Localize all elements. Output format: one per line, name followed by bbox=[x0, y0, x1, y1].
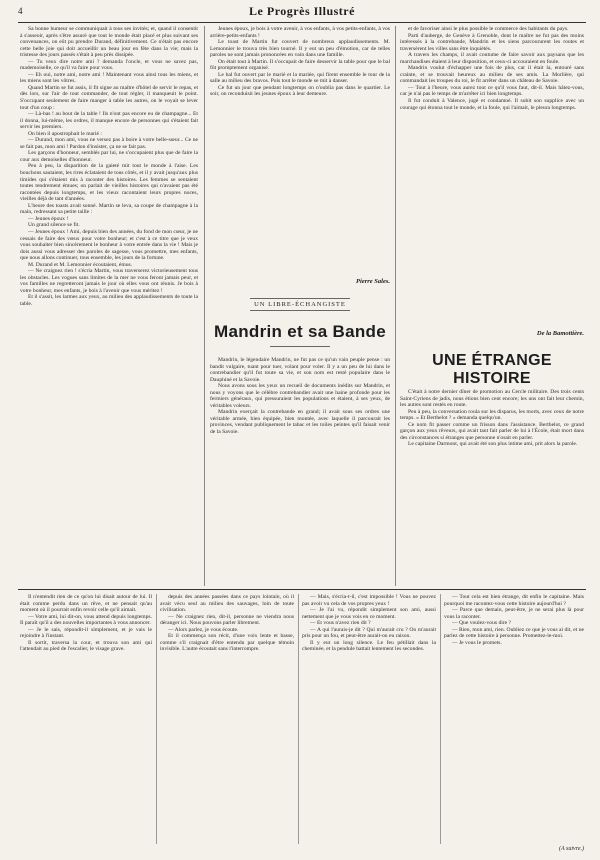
masthead: Le Progrès Illustré bbox=[249, 4, 355, 18]
paragraph: — Je l'ai vu, répondit simplement son ami, aussi nettement que je vous vois en ce moment. bbox=[302, 607, 436, 620]
paragraph: — Rien, mon ami, rien. Oubliez ce que je vous ai dit, et ne parlez de cette histoire à personne. Promettez-le-moi. bbox=[444, 626, 584, 640]
paragraph: depuis des années passées dans ce pays lointain, où il avait vécu seul au milieu des sauvages, loin de toute civilisation. bbox=[160, 594, 294, 614]
paragraph: — Tout à l'heure, vous aurez tout ce qu'il vous faut, dit-il. Mais hâtez-vous, car je n'ai pas le temps de m'arrêter ici bien longtemps. bbox=[400, 84, 584, 98]
article-title: UNE ÉTRANGE HISTOIRE bbox=[432, 352, 552, 387]
paragraph: Nous avons sous les yeux un recueil de documents inédits sur Mandrin, et nous y voyons que le célèbre contrebandier avait une haine profonde pour les fermiers généraux, qui pressuraient les populations et étaient, à ses yeux, de véritables voleurs. bbox=[210, 383, 390, 409]
paragraph: A travers les champs, il avait coutume de faire savoir aux paysans que les marchandises étaient à leur disposition, et ceux-ci accouraient en foule. bbox=[400, 52, 584, 65]
paragraph: Ce nom fit passer comme un frisson dans l'assistance. Berthelot, ce grand garçon aux yeux rêveurs, qui avait tant fait parler de lui à l'École, était mort dans des circonstances si étranges que personne n'osait en parler. bbox=[400, 421, 584, 441]
paragraph: — Tout cela est bien étrange, dit enfin le capitaine. Mais pourquoi me racontez-vous cette histoire aujourd'hui ? bbox=[444, 594, 584, 607]
paragraph: Et il commença son récit, d'une voix lente et basse, comme s'il craignait d'être entendu par quelque témoin invisible. L'autre écoutait sans l'interrompre. bbox=[160, 633, 294, 653]
page-header bbox=[18, 4, 586, 22]
paragraph: Peu à peu, la disparition de la gaieté mit tout le monde à l'aise. Les bouchons sautaient, les rires éclataient de tous côtés, et il y avait jusqu'aux plus timides qui s'étaient mis à raconter des histoires. Les femmes se sentaient toutes tendrement émues; on parlait de vieilles histoires qui n'avaient pas été racontées depuis longtemps, et les vieux racontaient leurs propres noces, vieilles déjà de tant d'années. bbox=[20, 163, 198, 203]
section-rubric: UN LIBRE-ÉCHANGISTE bbox=[210, 296, 390, 313]
paragraph: — Jeunes époux ! bbox=[28, 215, 69, 222]
paragraph: — Je vous le promets. bbox=[452, 639, 502, 646]
paragraph: Mandrin voulut d'échapper une fois de plus, car il était la, entouré sans crainte, et se trouvait heureux au milieu de ses amis. La Morlière, qui commandait les troupes du roi, le fit arrêter dans un château de Savoie. bbox=[400, 65, 584, 85]
column-rule bbox=[204, 26, 205, 586]
paragraph: Il y eut un long silence. Le feu pétillait dans la cheminée, et la pendule battait lentement les secondes. bbox=[302, 639, 436, 653]
paragraph: Mandrin, le légendaire Mandrin, ne fut pas ce qu'un vain peuple pense : un bandit vulgaire, tuant pour tuer, volant pour voler. Il y a un peu de lui dans le contrebandier qu'il fut toute sa vie, et son nom est resté populaire dans le Dauphiné et la Savoie. bbox=[210, 357, 390, 383]
paragraph: — Alors parlez, je vous écoute. bbox=[168, 626, 239, 633]
paragraph: Quand Martin se fut assis, il fit signe au maître d'hôtel de servir le repas, et dès lors, sur l'air de tout commander, de tout régler, il manqueuit le point. S'occupant seulement de faire manger à table les autres, on le voyait se lever tout d'un coup : bbox=[20, 84, 198, 111]
paragraph: Il fut conduit à Valence, jugé et condamné. Il subit son supplice avec un courage qui étonna tout le monde, et la foule, qui l'aimait, le pleura longtemps. bbox=[400, 98, 584, 111]
paragraph: Le toast de Martin fut couvert de nombreux applaudissements. M. Lemonnier le trouva très bien tourné. Il y eut un peu d'émotion, car de telles paroles ne sont jamais prononcées en vain dans une famille. bbox=[210, 39, 390, 59]
column-rule bbox=[395, 26, 396, 586]
column-3 bbox=[400, 26, 584, 326]
paragraph: — Durand, mon ami, vous ne versez pas à boire à votre belle-sœur... Ce ne se fait pas, mon ami ! Pardon d'insister, ça ne se fait pas. bbox=[20, 137, 198, 150]
paragraph: Le bal fut ouvert par le marié et la mariée, qui firent ensemble le tour de la salle au milieu des bravos. Puis tout le monde se mit à danser. bbox=[210, 71, 390, 85]
paragraph: — Là-bas ! au bout de la table ! Ils n'ont pas encore eu de champagne... Et il donna, lui-même, les ordres, il manque encore de personnes qui s'étaient fait servir les premiers. bbox=[20, 111, 198, 131]
paragraph: Parti d'auberge, de Genève à Grenoble, dont le maître ne fut pas des moins intéressés à la contrebande, Mandrin et les siens parcoururent les routes et traversèrent les villes sans être inquiétés. bbox=[400, 32, 584, 52]
article-signature: Pierre Sales. bbox=[356, 278, 390, 285]
feuilleton-column-3 bbox=[302, 594, 436, 844]
paragraph: — Votre ami, lui dit-on, vous attend depuis longtemps. Il paraît qu'il a des nouvelles importantes à vous annoncer. bbox=[20, 613, 152, 627]
column-1 bbox=[20, 26, 198, 586]
paragraph: Un grand silence se fit. bbox=[28, 222, 80, 229]
paragraph: On était tout à Martin. Il s'occupait de faire desservir la table pour que le bal fût promptement organisé. bbox=[210, 58, 390, 72]
paragraph: — Et vous n'avez rien dit ? bbox=[310, 620, 371, 627]
paragraph: — Jeunes époux ! Ami, depuis bien des années, du fond de mon cœur, je ne cessais de faire des vœux pour votre bonheur; et c'est à ce titre que je veux vous souhaiter bien sincèrement le bonheur à votre entrée dans la vie ! Mais je dois aussi vous adresser des paroles de sagesse, vous promettre, mes enfants, que nous allons continuer, tous ensemble, les jours de la fortune. bbox=[20, 228, 198, 262]
paragraph: — Parce que demain, peut-être, je ne serai plus là pour vous la raconter. bbox=[444, 607, 584, 620]
paragraph: Jeunes époux, je bois à votre avenir, à vos enfants, à vos petits-enfants, à vos arrière-petits-enfants ! bbox=[210, 26, 390, 39]
article-signature: De la Bamottière. bbox=[536, 330, 584, 337]
paragraph: — Ne craignez rien, dit-il, personne ne viendra nous déranger ici. Nous pouvons parler librement. bbox=[160, 613, 294, 627]
paragraph: L'heure des toasts avait sonné. Martin se leva, sa coupe de champagne à la main, redressant sa petite taille : bbox=[20, 202, 198, 216]
paragraph: — Tu veux dire notre ami ? demanda l'oncle, et vous ne savez pas, mademoiselle, ce qu'il va faire pour vous. bbox=[20, 58, 198, 72]
paragraph: — Je le sais, répondit-il simplement, et je vais le rejoindre à l'instant. bbox=[20, 626, 152, 640]
article-title: Mandrin et sa Bande bbox=[214, 322, 386, 341]
paragraph: M. Durand et M. Lemonnier écoutaient, émus. bbox=[28, 261, 133, 268]
paragraph: Il n'entendit rien de ce qu'on lui disait autour de lui. Il était comme perdu dans un rêve, et ne pensait qu'au moment où il pourrait enfin revoir celle qu'il aimait. bbox=[20, 594, 152, 614]
column-2-lower bbox=[210, 357, 390, 586]
paragraph: — Que voulez-vous dire ? bbox=[452, 620, 512, 627]
paragraph: et de favoriser ainsi le plus possible le commerce des habitants du pays. bbox=[408, 26, 569, 32]
paragraph: Et il s'assit, les larmes aux yeux, au milieu des applaudissements de toute la table. bbox=[20, 294, 198, 307]
paragraph: Mandrin exerçait la contrebande en grand; il avait sous ses ordres une véritable armée, bien équipée, bien montée, avec laquelle il parcourait les provinces, vendant publiquement le tabac et les toiles peintes qu'il faisait venir de la Savoie. bbox=[210, 409, 390, 436]
paragraph: Le capitaine Darmont, qui avait été son plus intime ami, prit alors la parole. bbox=[408, 441, 578, 448]
paragraph: Il sortit, traversa la cour, et trouva son ami qui l'attendait au pied de l'escalier, le visage grave. bbox=[20, 639, 152, 653]
column-rule bbox=[440, 594, 441, 844]
page-number: 4 bbox=[18, 6, 23, 16]
paragraph: Sa bonne humeur se communiquait à tous ses invités; et, quand il consentit à s'asseoir, après s'être assuré que tout le monde était placé et plus suivant ses convenances, on eût pu prendre Durand, définitivement. Ce n'était pas encore cette belle joie qui doit accueillir un beau jour en fête dans la vie; mais la tristesse des jours passés s'était à peu près dissipée. bbox=[20, 26, 198, 59]
feuilleton-column-4 bbox=[444, 594, 584, 844]
paragraph: — Eh oui, notre ami, notre ami ! Maintenant vous ainsi tous les miens, et les miens sont les vôtres. bbox=[20, 71, 198, 85]
paragraph: Peu à peu, la conversation roula sur les disparus, les morts, avec ceux de notre temps. « Et Berthelot ? » demanda quelqu'un. bbox=[400, 408, 584, 422]
column-2 bbox=[210, 26, 390, 276]
paragraph: Les garçons d'honneur, semblés par lui, ne s'occupaient plus que de faire la cour aux demoiselles d'honneur. bbox=[20, 150, 198, 163]
feuilleton-column-1 bbox=[20, 594, 152, 844]
paragraph: — Ne craignez rien ! s'écria Martin, vous traverserez victorieusement tous les obstacles. Les vogues sans limites de la mer ne vous feront jamais peur, et vos familles ne regretteront jamais le jour où elles vous ont réunis. Je bois à votre bonheur, mes enfants, je bois à l'avenir que vous méritez ! bbox=[20, 268, 198, 294]
paragraph: On bien il apostrophait le marié : bbox=[28, 130, 102, 137]
column-rule bbox=[156, 594, 157, 844]
paragraph: Ce fut un jour que pendant longtemps on n'oublia pas dans le quartier. Le soir, on reconduisit les jeunes époux à leur demeure. bbox=[210, 84, 390, 98]
title-separator bbox=[270, 346, 330, 347]
column-3-lower bbox=[400, 389, 584, 586]
paragraph: — Mais, s'écria-t-il, c'est impossible ! Vous ne pouvez pas avoir vu cela de vos propres yeux ! bbox=[302, 594, 436, 607]
column-rule bbox=[298, 594, 299, 844]
header-rule bbox=[18, 22, 586, 23]
paragraph: C'était à notre dernier dîner de promotion au Cercle militaire. Des trois cents Saint-Cyriens de jadis, nous étions bien cent encore; les uns ont fait leur chemin, les autres sont restés en route. bbox=[400, 389, 584, 409]
paragraph: — A qui l'aurais-je dit ? Qui m'aurait cru ? On m'aurait pris pour un fou, et peut-être aurait-on eu raison. bbox=[302, 626, 436, 640]
feuilleton-column-2 bbox=[160, 594, 294, 844]
section-rule bbox=[18, 589, 586, 590]
to-be-continued: (A suivre.) bbox=[559, 846, 584, 852]
